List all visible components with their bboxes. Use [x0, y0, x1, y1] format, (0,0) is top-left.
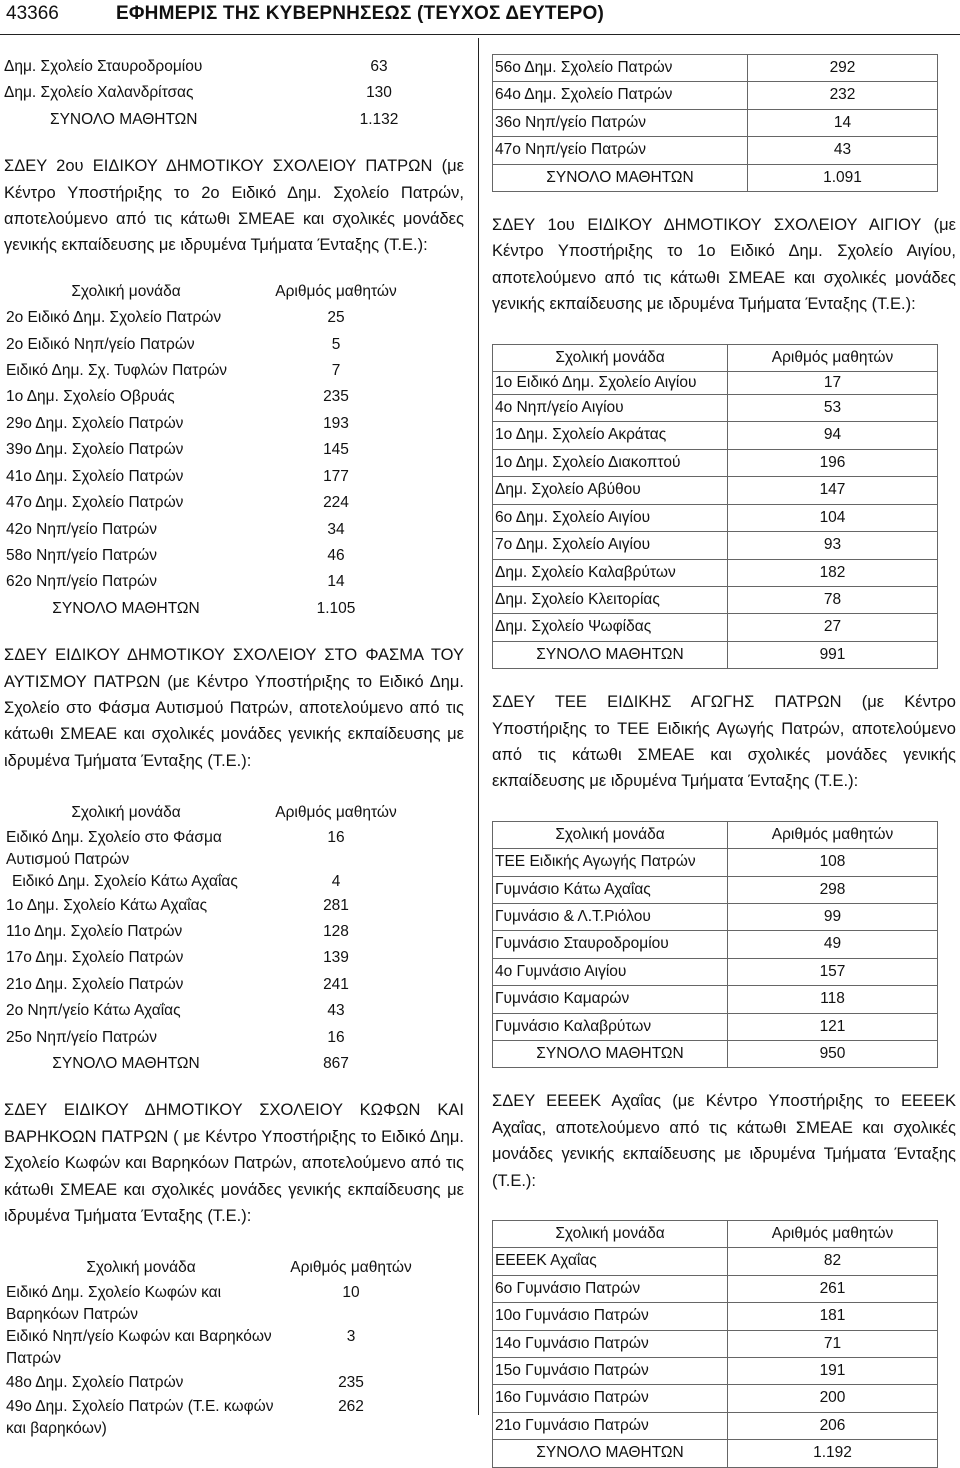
table-row: 1ο Ειδικό Δημ. Σχολείο Αιγίου 17 [493, 372, 938, 395]
table-row: 4ο Γυμνάσιο Αιγίου 157 [493, 958, 938, 985]
table-row: 42ο Νηπ/γείο Πατρών 34 [6, 520, 345, 538]
table-total: ΣΥΝΟΛΟ ΜΑΘΗΤΩΝ 1.192 [493, 1440, 938, 1467]
page-number: 43366 [6, 2, 59, 24]
table-row: Γυμνάσιο & Λ.Τ.Ριόλου 99 [493, 903, 938, 930]
table-row: 47ο Νηπ/γείο Πατρών 43 [493, 137, 938, 164]
journal-title: ΕΦΗΜΕΡΙΣ ΤΗΣ ΚΥΒΕΡΝΗΣΕΩΣ (ΤΕΥΧΟΣ ΔΕΥΤΕΡΟ) [116, 2, 604, 24]
table-row: 41ο Δημ. Σχολείο Πατρών 177 [6, 467, 349, 485]
table-row: 47ο Δημ. Σχολείο Πατρών 224 [6, 494, 349, 512]
table-row: Ειδικό Δημ. Σχολείο Κωφών και Βαρηκόων Πατρών 10 [6, 1283, 360, 1323]
school-table [492, 1220, 938, 1468]
school-table [492, 344, 938, 669]
table-total: ΣΥΝΟΛΟ ΜΑΘΗΤΩΝ 950 [493, 1041, 938, 1068]
section-intro: ΣΔΕΥ ΤΕΕ ΕΙΔΙΚΗΣ ΑΓΩΓΗΣ ΠΑΤΡΩΝ (με Κέντρο Υποστήριξης το ΤΕΕ Ειδικής Αγωγής Πατρών, αποτελούμενο από τις κάτωθι ΣΜΕΑΕ και σχολικές μονάδες γενικής εκπαίδευσης με ιδρυμένα Τμήματα Ένταξης (Τ.Ε.): [492, 693, 956, 791]
school-table [4, 279, 424, 622]
right-column [492, 54, 956, 1468]
school-table [4, 1255, 424, 1440]
table-row: 10ο Γυμνάσιο Πατρών 181 [493, 1303, 938, 1330]
list-item: Δημ. Σχολείο Σταυροδρομίου 63 [4, 58, 388, 75]
table-row: 17ο Δημ. Σχολείο Πατρών 139 [6, 949, 349, 967]
table-total: ΣΥΝΟΛΟ ΜΑΘΗΤΩΝ 867 [52, 1055, 349, 1072]
table-header: Σχολική μονάδα Αριθμός μαθητών [493, 1221, 938, 1248]
table-row: Δημ. Σχολείο Κλειτορίας 78 [493, 586, 938, 613]
section-intro: ΣΔΕΥ ΕΙΔΙΚΟΥ ΔΗΜΟΤΙΚΟΥ ΣΧΟΛΕΙΟΥ ΣΤΟ ΦΑΣΜΑ ΤΟΥ ΑΥΤΙΣΜΟΥ ΠΑΤΡΩΝ (με Κέντρο Υποστήριξης το Ειδικό Δημ. Σχολείο στο Φάσμα Αυτισμού Πατρών, αποτελούμενο από τις κάτωθι ΣΜΕΑΕ και σχολικές μονάδες γενικής εκπαίδευσης με ιδρυμένα Τμήματα Ένταξης (Τ.Ε.): [4, 646, 464, 770]
school-table [4, 800, 424, 1077]
list-item: Δημ. Σχολείο Χαλανδρίτσας 130 [4, 84, 392, 102]
table-row: 16ο Γυμνάσιο Πατρών 200 [493, 1385, 938, 1412]
table-row: Ειδικό Δημ. Σχολείο Κάτω Αχαΐας 4 [12, 872, 341, 890]
section-intro: ΣΔΕΥ ΕΙΔΙΚΟΥ ΔΗΜΟΤΙΚΟΥ ΣΧΟΛΕΙΟΥ ΚΩΦΩΝ ΚΑΙ ΒΑΡΗΚΟΩΝ ΠΑΤΡΩΝ ( με Κέντρο Υποστήριξης το Ειδικό Δημ. Σχολείο Κωφών και Βαρηκόων Πατρών, αποτελούμενο από τις κάτωθι ΣΜΕΑΕ και σχολικές μονάδες γενικής εκπαίδευσης με ιδρυμένα Τμήματα Ένταξης (Τ.Ε.): [4, 1101, 464, 1226]
table-row: 1ο Δημ. Σχολείο Ακράτας 94 [493, 422, 938, 449]
table-row: Δημ. Σχολείο Αβύθου 147 [493, 477, 938, 504]
top-list [4, 54, 464, 133]
table-row: 11ο Δημ. Σχολείο Πατρών 128 [6, 922, 349, 940]
table-row: 6ο Γυμνάσιο Πατρών 261 [493, 1275, 938, 1302]
table-row: 15ο Γυμνάσιο Πατρών 191 [493, 1358, 938, 1385]
table-row: Δημ. Σχολείο Ψωφίδας 27 [493, 614, 938, 641]
table-row: Ειδικό Δημ. Σχ. Τυφλών Πατρών 7 [6, 362, 341, 380]
table-row: 39ο Δημ. Σχολείο Πατρών 145 [6, 441, 349, 459]
table-row: Γυμνάσιο Κάτω Αχαΐας 298 [493, 876, 938, 903]
left-column [4, 54, 464, 1440]
table-row: Ειδικό Νηπ/γείο Κωφών και Βαρηκόων Πατρών 3 [6, 1327, 356, 1367]
table-row: 1ο Δημ. Σχολείο Διακοπτού 196 [493, 449, 938, 476]
table-row: 2ο Ειδικό Δημ. Σχολείο Πατρών 25 [6, 309, 345, 327]
school-table [492, 821, 938, 1069]
school-table [492, 54, 938, 192]
table-row: 1ο Δημ. Σχολείο Κάτω Αχαΐας 281 [6, 896, 349, 914]
table-row: 4ο Νηπ/γείο Αιγίου 53 [493, 395, 938, 422]
table-row: 56ο Δημ. Σχολείο Πατρών 292 [493, 55, 938, 82]
table-header: Σχολική μονάδα Αριθμός μαθητών [86, 1259, 412, 1277]
table-header: Σχολική μονάδα Αριθμός μαθητών [493, 821, 938, 848]
table-header: Σχολική μονάδα Αριθμός μαθητών [493, 344, 938, 371]
table-row: 21ο Γυμνάσιο Πατρών 206 [493, 1412, 938, 1439]
table-row: 49ο Δημ. Σχολείο Πατρών (Τ.Ε. κωφών και βαρηκόων) 262 [6, 1398, 364, 1438]
table-total: ΣΥΝΟΛΟ ΜΑΘΗΤΩΝ 991 [493, 641, 938, 668]
section-intro: ΣΔΕΥ 1ου ΕΙΔΙΚΟΥ ΔΗΜΟΤΙΚΟΥ ΣΧΟΛΕΙΟΥ ΑΙΓΙΟΥ (με Κέντρο Υποστήριξης το 1ο Ειδικό Δημ. Σχολείο Αιγίου, αποτελούμενο από τις κάτωθι ΣΜΕΑΕ και σχολικές μονάδες γενικής εκπαίδευσης με ιδρυμένα Τμήματα Ένταξης (Τ.Ε.): [492, 216, 956, 314]
table-row: Γυμνάσιο Σταυροδρομίου 49 [493, 931, 938, 958]
table-row: 29ο Δημ. Σχολείο Πατρών 193 [6, 414, 349, 432]
table-row: 7ο Δημ. Σχολείο Αιγίου 93 [493, 532, 938, 559]
table-row: 58ο Νηπ/γείο Πατρών 46 [6, 546, 345, 564]
table-row: 36ο Νηπ/γείο Πατρών 14 [493, 109, 938, 136]
table-row: 2ο Ειδικό Νηπ/γείο Πατρών 5 [6, 335, 341, 353]
table-row: 6ο Δημ. Σχολείο Αιγίου 104 [493, 504, 938, 531]
table-row: 2ο Νηπ/γείο Κάτω Αχαΐας 43 [6, 1002, 345, 1020]
section-intro: ΣΔΕΥ 2ου ΕΙΔΙΚΟΥ ΔΗΜΟΤΙΚΟΥ ΣΧΟΛΕΙΟΥ ΠΑΤΡΩΝ (με Κέντρο Υποστήριξης το 2ο Ειδικό Δημ. Σχολείο Πατρών, αποτελούμενο από τις κάτωθι ΣΜΕΑΕ και σχολικές μονάδες γενικής εκπαίδευσης με ιδρυμένα Τμήματα Ένταξης (Τ.Ε.): [4, 157, 464, 255]
list-total: ΣΥΝΟΛΟ ΜΑΘΗΤΩΝ 1.132 [50, 110, 399, 128]
table-row: Γυμνάσιο Καμαρών 118 [493, 986, 938, 1013]
table-row: 25ο Νηπ/γείο Πατρών 16 [6, 1028, 345, 1046]
table-row: Γυμνάσιο Καλαβρύτων 121 [493, 1013, 938, 1040]
table-row: 21ο Δημ. Σχολείο Πατρών 241 [6, 975, 349, 993]
table-row: 62ο Νηπ/γείο Πατρών 14 [6, 573, 345, 591]
table-header: Σχολική μονάδα Αριθμός μαθητών [71, 282, 397, 300]
table-header: Σχολική μονάδα Αριθμός μαθητών [71, 804, 397, 822]
table-row: ΕΕΕΕΚ Αχαΐας 82 [493, 1248, 938, 1275]
column-divider [478, 38, 479, 1415]
table-row: 64ο Δημ. Σχολείο Πατρών 232 [493, 82, 938, 109]
table-total: ΣΥΝΟΛΟ ΜΑΘΗΤΩΝ 1.105 [52, 599, 356, 617]
table-row: 48ο Δημ. Σχολείο Πατρών 235 [6, 1373, 364, 1391]
table-row: ΤΕΕ Ειδικής Αγωγής Πατρών 108 [493, 849, 938, 876]
section-intro: ΣΔΕΥ ΕΕΕΕΚ Αχαΐας (με Κέντρο Υποστήριξης το ΕΕΕΕΚ Αχαΐας, αποτελούμενο από τις κάτωθι ΣΜΕΑΕ και σχολικές μονάδες γενικής εκπαίδευσης με ιδρυμένα Τμήματα Ένταξης (Τ.Ε.): [492, 1092, 956, 1190]
table-total: ΣΥΝΟΛΟ ΜΑΘΗΤΩΝ 1.091 [493, 164, 938, 191]
table-row: Δημ. Σχολείο Καλαβρύτων 182 [493, 559, 938, 586]
table-row: Ειδικό Δημ. Σχολείο στο Φάσμα Αυτισμού Πατρών 16 [6, 828, 345, 868]
table-row: 14ο Γυμνάσιο Πατρών 71 [493, 1330, 938, 1357]
header-rule [0, 34, 960, 35]
table-row: 1ο Δημ. Σχολείο Οβρυάς 235 [6, 388, 349, 406]
page-header [6, 0, 604, 28]
